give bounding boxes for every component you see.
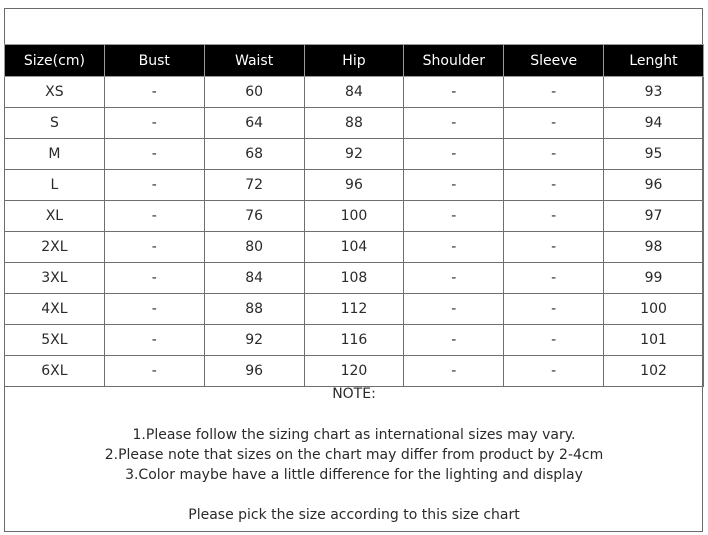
cell-bust: - [104, 77, 204, 108]
table-row [5, 139, 704, 170]
cell-waist: 80 [204, 232, 304, 263]
cell-waist: 60 [204, 77, 304, 108]
cell-bust: - [104, 325, 204, 356]
cell-size: XL [5, 201, 105, 232]
header-shoulder: Shoulder [404, 45, 504, 77]
cell-bust: - [104, 201, 204, 232]
note-line-2: 2.Please note that sizes on the chart may differ from product by 2-4cm [104, 447, 604, 463]
cell-waist: 76 [204, 201, 304, 232]
header-row [5, 45, 704, 77]
cell-hip: 84 [304, 77, 404, 108]
cell-length: 101 [604, 325, 704, 356]
cell-hip: 96 [304, 170, 404, 201]
notes-section [4, 384, 704, 532]
cell-shoulder: - [404, 232, 504, 263]
cell-length: 100 [604, 294, 704, 325]
cell-shoulder: - [404, 356, 504, 387]
cell-bust: - [104, 294, 204, 325]
cell-hip: 108 [304, 263, 404, 294]
notes-footer: Please pick the size according to this size chart [188, 507, 520, 523]
cell-sleeve: - [504, 108, 604, 139]
cell-hip: 116 [304, 325, 404, 356]
cell-size: 6XL [5, 356, 105, 387]
cell-sleeve: - [504, 325, 604, 356]
cell-size: S [5, 108, 105, 139]
cell-shoulder: - [404, 294, 504, 325]
cell-shoulder: - [404, 108, 504, 139]
cell-length: 102 [604, 356, 704, 387]
cell-bust: - [104, 139, 204, 170]
cell-shoulder: - [404, 325, 504, 356]
cell-waist: 84 [204, 263, 304, 294]
table-row [5, 77, 704, 108]
cell-length: 94 [604, 108, 704, 139]
cell-length: 96 [604, 170, 704, 201]
cell-shoulder: - [404, 77, 504, 108]
table-row [5, 170, 704, 201]
header-sleeve: Sleeve [504, 45, 604, 77]
cell-bust: - [104, 108, 204, 139]
cell-size: L [5, 170, 105, 201]
cell-sleeve: - [504, 232, 604, 263]
cell-length: 98 [604, 232, 704, 263]
cell-size: 5XL [5, 325, 105, 356]
cell-length: 97 [604, 201, 704, 232]
table-row [5, 108, 704, 139]
cell-bust: - [104, 170, 204, 201]
cell-size: 2XL [5, 232, 105, 263]
header-hip: Hip [304, 45, 404, 77]
cell-sleeve: - [504, 201, 604, 232]
cell-shoulder: - [404, 139, 504, 170]
table-row [5, 356, 704, 387]
cell-sleeve: - [504, 263, 604, 294]
size-chart-table [4, 44, 704, 387]
cell-bust: - [104, 263, 204, 294]
table-row [5, 325, 704, 356]
cell-waist: 72 [204, 170, 304, 201]
cell-size: M [5, 139, 105, 170]
cell-sleeve: - [504, 356, 604, 387]
cell-sleeve: - [504, 77, 604, 108]
cell-shoulder: - [404, 201, 504, 232]
table-row [5, 263, 704, 294]
cell-length: 99 [604, 263, 704, 294]
table-body [5, 77, 704, 387]
header-length: Lenght [604, 45, 704, 77]
cell-hip: 100 [304, 201, 404, 232]
header-waist: Waist [204, 45, 304, 77]
cell-waist: 88 [204, 294, 304, 325]
table-header [5, 45, 704, 77]
table-row [5, 201, 704, 232]
cell-bust: - [104, 232, 204, 263]
cell-hip: 104 [304, 232, 404, 263]
cell-sleeve: - [504, 139, 604, 170]
table-row [5, 232, 704, 263]
notes-title: NOTE: [332, 386, 376, 402]
cell-hip: 88 [304, 108, 404, 139]
cell-waist: 64 [204, 108, 304, 139]
cell-shoulder: - [404, 170, 504, 201]
cell-hip: 120 [304, 356, 404, 387]
cell-waist: 68 [204, 139, 304, 170]
note-line-1: 1.Please follow the sizing chart as international sizes may vary. [132, 427, 576, 443]
cell-hip: 112 [304, 294, 404, 325]
cell-shoulder: - [404, 263, 504, 294]
cell-sleeve: - [504, 294, 604, 325]
table-row [5, 294, 704, 325]
cell-waist: 92 [204, 325, 304, 356]
header-size: Size(cm) [5, 45, 105, 77]
cell-hip: 92 [304, 139, 404, 170]
cell-sleeve: - [504, 170, 604, 201]
header-bust: Bust [104, 45, 204, 77]
cell-length: 95 [604, 139, 704, 170]
cell-waist: 96 [204, 356, 304, 387]
note-line-3: 3.Color maybe have a little difference for the lighting and display [125, 467, 583, 483]
cell-size: 4XL [5, 294, 105, 325]
cell-bust: - [104, 356, 204, 387]
cell-size: 3XL [5, 263, 105, 294]
cell-size: XS [5, 77, 105, 108]
cell-length: 93 [604, 77, 704, 108]
